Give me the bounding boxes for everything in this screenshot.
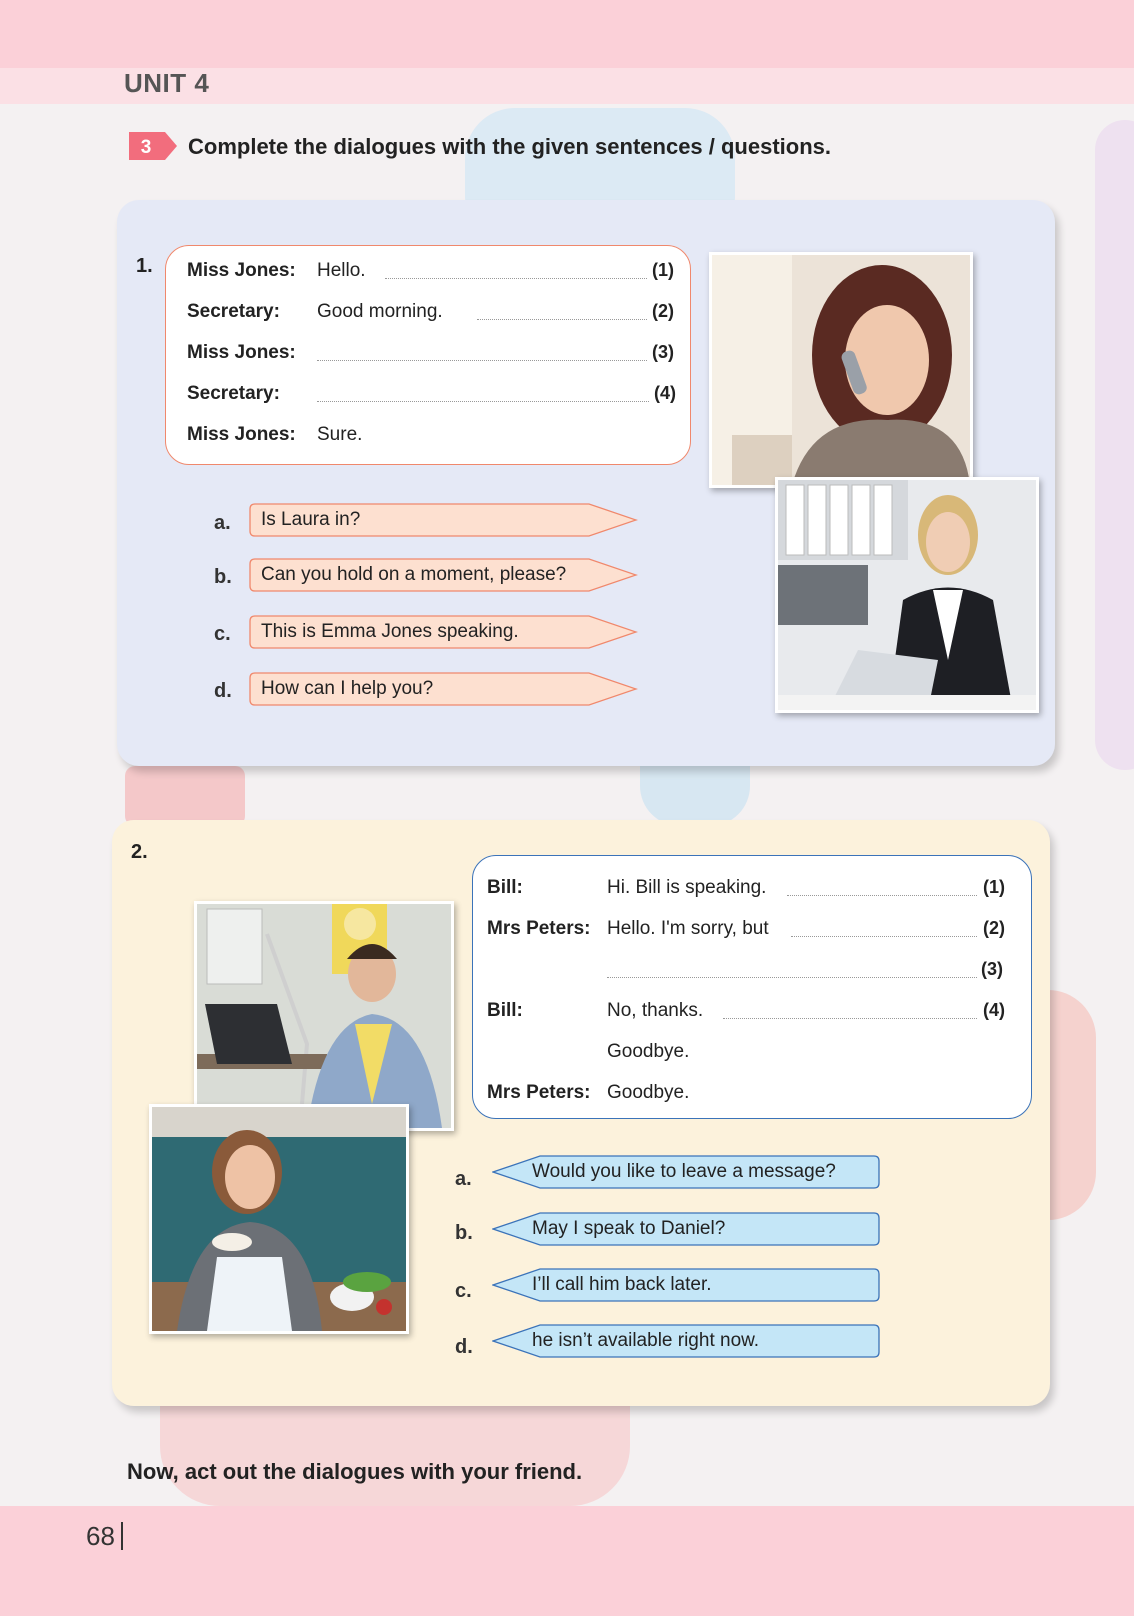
background-phone-decoration xyxy=(640,766,750,826)
dialogue-line xyxy=(487,1000,1022,1024)
dialogue-2-number: 2. xyxy=(131,841,148,863)
option-letter: c. xyxy=(455,1280,472,1302)
option-letter: d. xyxy=(214,680,232,702)
exercise-instruction: Complete the dialogues with the given sentences / questions. xyxy=(188,134,832,159)
option-text: How can I help you? xyxy=(261,678,434,699)
line-text: Hello. xyxy=(317,260,366,281)
dialogue-line xyxy=(187,301,677,325)
option-text: This is Emma Jones speaking. xyxy=(261,621,519,642)
speaker-label: Miss Jones: xyxy=(187,342,296,363)
speaker-label: Secretary: xyxy=(187,301,280,322)
dialogue-line xyxy=(187,342,677,366)
blank-line[interactable] xyxy=(477,319,647,320)
speaker-label: Bill: xyxy=(487,877,523,898)
option-letter: a. xyxy=(455,1168,472,1190)
option-letter: c. xyxy=(214,623,231,645)
photo-boy-on-phone xyxy=(194,901,454,1131)
option-text: Can you hold on a moment, please? xyxy=(261,564,567,585)
blank-number: (2) xyxy=(652,301,674,321)
line-text: Goodbye. xyxy=(607,1041,690,1062)
footer-instruction: Now, act out the dialogues with your friend. xyxy=(127,1459,583,1484)
blank-number: (1) xyxy=(983,877,1005,897)
dialogue-1-number: 1. xyxy=(136,255,153,277)
speaker-label: Secretary: xyxy=(187,383,280,404)
option-a[interactable] xyxy=(492,1155,880,1189)
photo-secretary-on-phone xyxy=(775,477,1039,713)
option-c[interactable] xyxy=(249,615,638,649)
blank-number: (4) xyxy=(654,383,676,403)
dialogue-line xyxy=(187,383,677,407)
blank-line[interactable] xyxy=(385,278,647,279)
background-phone-decoration xyxy=(1048,990,1096,1220)
line-text: No, thanks. xyxy=(607,1000,704,1021)
speaker-label: Mrs Peters: xyxy=(487,1082,591,1103)
option-c[interactable] xyxy=(492,1268,880,1302)
speaker-label: Mrs Peters: xyxy=(487,918,591,939)
dialogue-1-box xyxy=(165,245,691,465)
option-b[interactable] xyxy=(249,558,638,592)
speaker-label: Miss Jones: xyxy=(187,260,296,281)
blank-line[interactable] xyxy=(787,895,977,896)
background-phone-decoration xyxy=(125,766,245,826)
dialogue-2-box xyxy=(472,855,1032,1119)
option-text: Would you like to leave a message? xyxy=(532,1161,836,1182)
blank-number: (1) xyxy=(652,260,674,280)
option-b[interactable] xyxy=(492,1212,880,1246)
option-d[interactable] xyxy=(492,1324,880,1358)
top-band xyxy=(0,0,1134,68)
blank-line[interactable] xyxy=(607,977,977,978)
dialogue-line xyxy=(487,959,1022,983)
background-phone-decoration xyxy=(1095,120,1134,770)
line-text: Hello. I'm sorry, but xyxy=(607,918,769,939)
option-text: I’ll call him back later. xyxy=(532,1274,712,1295)
dialogue-line xyxy=(187,424,677,448)
blank-line[interactable] xyxy=(317,360,647,361)
option-letter: a. xyxy=(214,512,231,534)
speaker-label: Miss Jones: xyxy=(187,424,296,445)
bottom-band xyxy=(0,1506,1134,1616)
option-text: he isn’t available right now. xyxy=(532,1330,760,1351)
exercise-number: 3 xyxy=(140,137,152,158)
dialogue-line xyxy=(187,260,677,284)
option-letter: b. xyxy=(214,566,232,588)
option-a[interactable] xyxy=(249,503,638,537)
exercise-number-badge xyxy=(129,132,177,160)
line-text: Hi. Bill is speaking. xyxy=(607,877,767,898)
blank-line[interactable] xyxy=(317,401,649,402)
line-text: Goodbye. xyxy=(607,1082,690,1103)
line-text: Good morning. xyxy=(317,301,443,322)
option-letter: b. xyxy=(455,1222,473,1244)
speaker-label: Bill: xyxy=(487,1000,523,1021)
blank-number: (3) xyxy=(652,342,674,362)
dialogue-line xyxy=(487,1082,1022,1106)
line-text: Sure. xyxy=(317,424,363,445)
option-letter: d. xyxy=(455,1336,473,1358)
option-text: May I speak to Daniel? xyxy=(532,1218,726,1239)
blank-line[interactable] xyxy=(723,1018,977,1019)
background-phone-decoration xyxy=(160,1406,630,1506)
unit-title: UNIT 4 xyxy=(124,68,210,98)
option-text: Is Laura in? xyxy=(261,509,361,530)
page-number: 68 xyxy=(86,1522,123,1550)
blank-number: (3) xyxy=(981,959,1003,979)
dialogue-line xyxy=(487,877,1022,901)
option-d[interactable] xyxy=(249,672,638,706)
blank-number: (4) xyxy=(983,1000,1005,1020)
photo-woman-on-phone xyxy=(709,252,973,488)
dialogue-line xyxy=(487,918,1022,942)
photo-woman-in-kitchen xyxy=(149,1104,409,1334)
blank-number: (2) xyxy=(983,918,1005,938)
dialogue-line xyxy=(487,1041,1022,1065)
blank-line[interactable] xyxy=(791,936,977,937)
